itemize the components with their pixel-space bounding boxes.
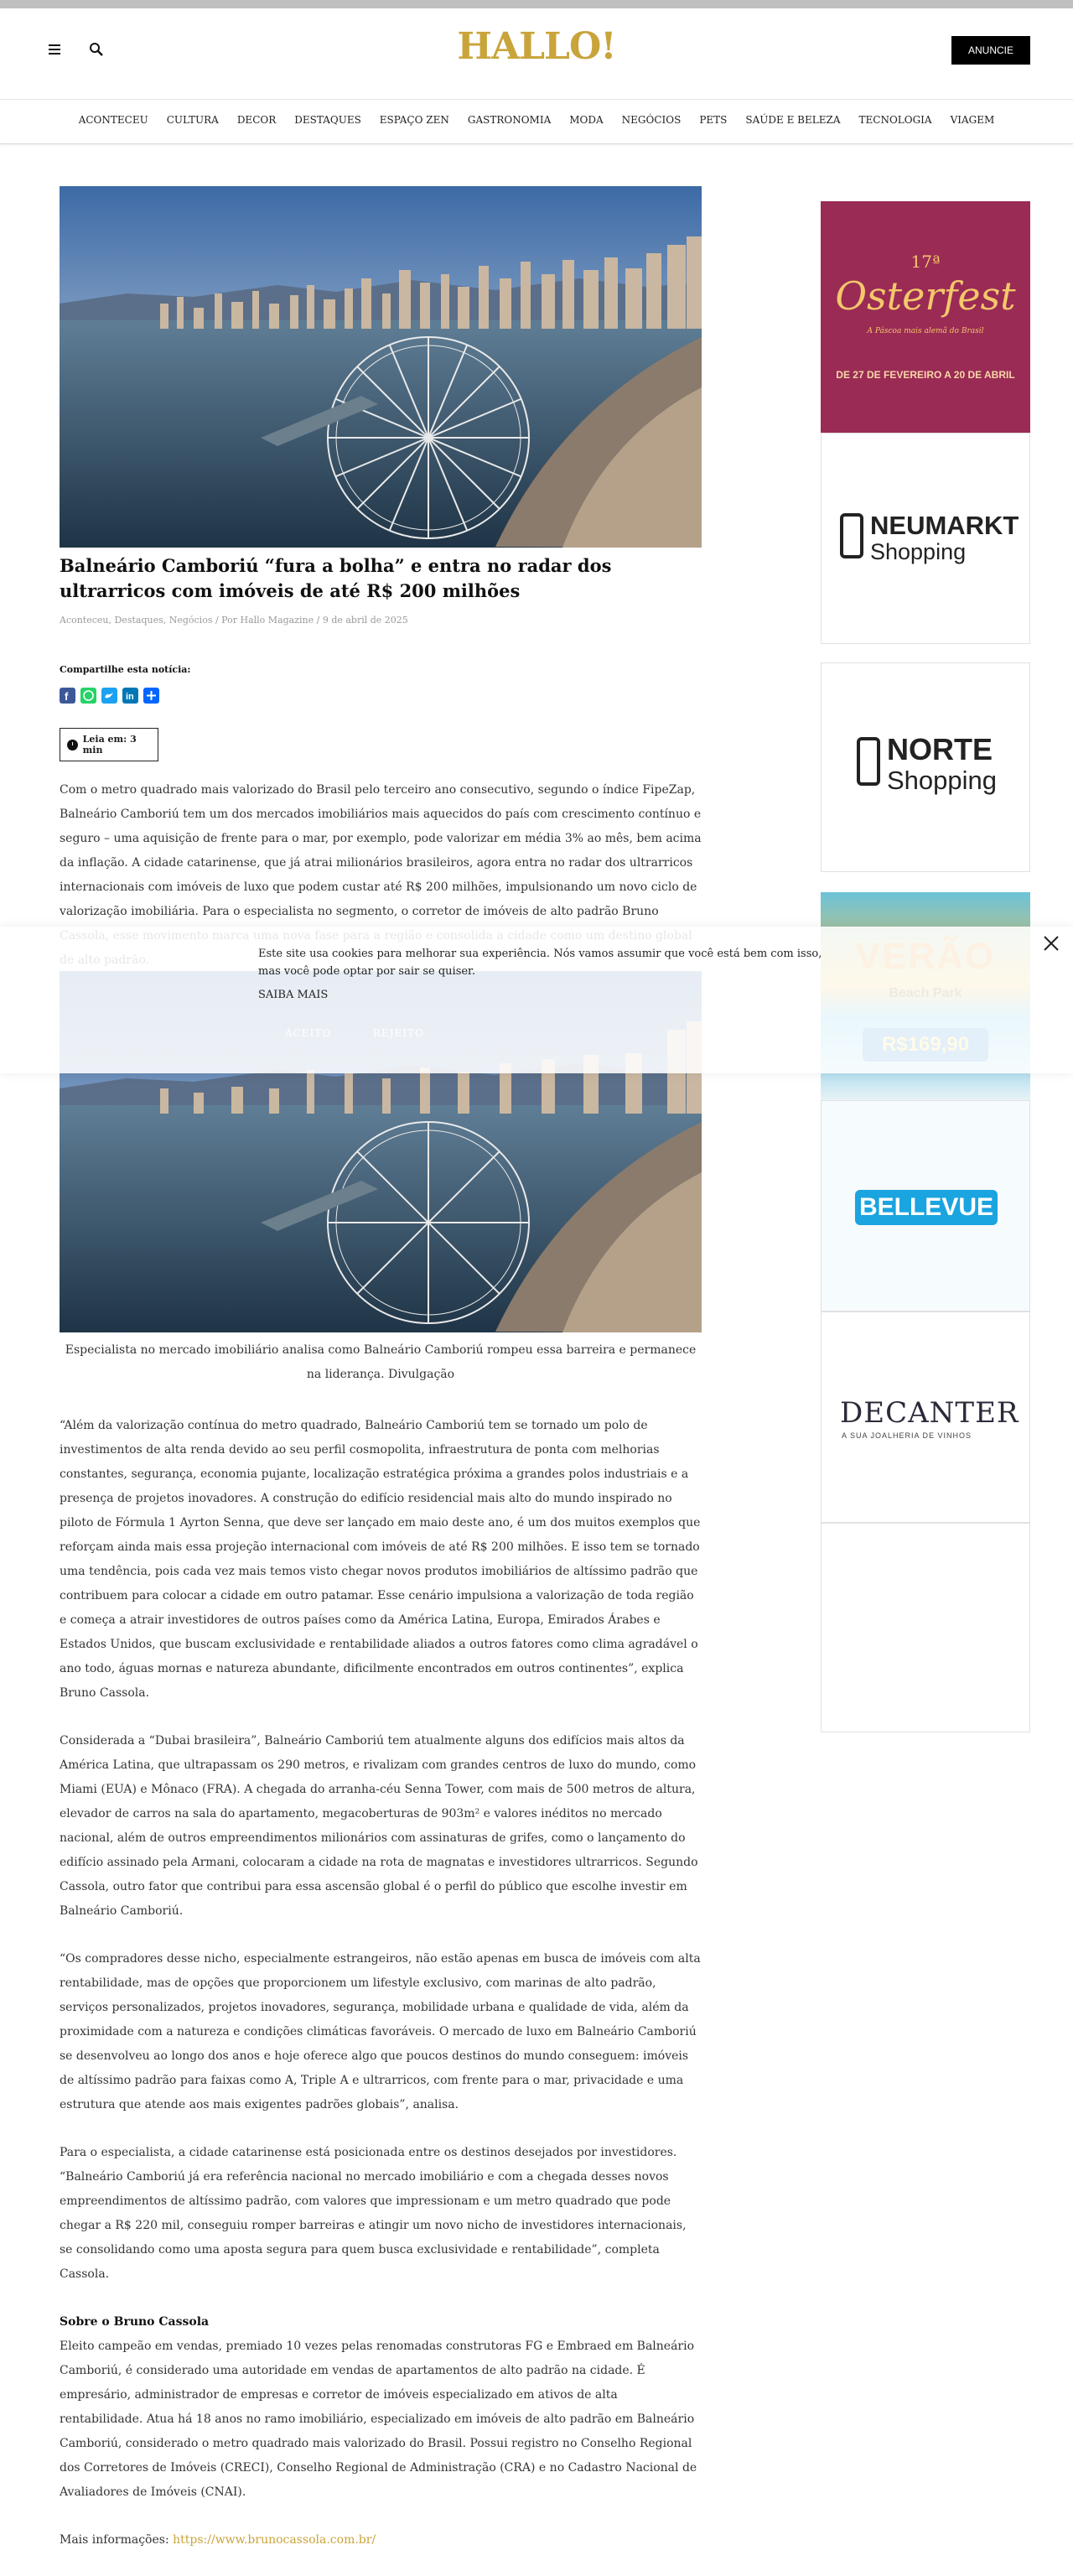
close-icon[interactable] xyxy=(1042,934,1060,953)
cookie-saiba-mais-link[interactable]: SAIBA MAIS xyxy=(258,989,329,1001)
ad-decanter[interactable] xyxy=(821,1311,1030,1523)
hamburger-menu-icon[interactable] xyxy=(49,42,69,62)
nav-item-aconteceu[interactable]: ACONTECEU xyxy=(78,114,148,126)
neumarkt-logo-icon xyxy=(840,513,863,558)
cookie-accept-button[interactable]: ACEITO xyxy=(285,1027,332,1039)
top-strip xyxy=(0,0,1073,8)
norte-logo-icon xyxy=(857,737,880,786)
search-icon[interactable] xyxy=(89,42,109,62)
site-logo[interactable]: HALLO! xyxy=(457,25,616,68)
about-text: Eleito campeão em vendas, premiado 10 vezes pelas renomadas construtoras FG e Embraed em Balneário Camboriú, é considerado uma autoridade em vendas de apartamentos de alto padrão na cidade. É empresário, administrador de empresas e corretor de imóveis especializado em ativos de alta rentabilidade. Atua há 18 anos no ramo imobiliário, especializado em imóveis de alto padrão em Balneário Camboriú, considerado o metro quadrado mais valorizado do Brasil. Possui registro no Conselho Regional dos Corretores de Imóveis (CRECI), Conselho Regional de Administração (CRA) e no Cadastro Nacional de Avaliadores de Imóveis (CNAI). xyxy=(60,2340,697,2499)
clock-icon xyxy=(67,740,78,750)
ad-blank-slot xyxy=(821,1523,1030,1732)
bellevue-name: BELLEVUE xyxy=(855,1190,998,1225)
cookie-reject-button[interactable]: REJEITO xyxy=(373,1027,424,1039)
ad-neumarkt[interactable] xyxy=(821,433,1030,644)
more-info-link[interactable]: https://www.brunocassola.com.br/ xyxy=(173,2533,376,2547)
share-buttons xyxy=(60,688,159,704)
cookie-banner xyxy=(0,927,1073,1073)
nav-item-cultura[interactable]: CULTURA xyxy=(166,114,219,126)
cookie-text: Este site usa cookies para melhorar sua experiência. Nós vamos assumir que você está bem com isso, mas você pode optar por sair se quiser. xyxy=(258,948,822,978)
more-info xyxy=(60,2528,702,2553)
image-caption: Especialista no mercado imobiliário analisa como Balneário Camboriú rompeu essa barreira e permanece na liderança. Divulgação xyxy=(65,1343,697,1381)
ad-norte-shopping[interactable] xyxy=(821,662,1030,872)
more-info-label: Mais informações: xyxy=(60,2533,174,2547)
nav-item-espaco-zen[interactable]: ESPAÇO ZEN xyxy=(379,114,449,126)
article-title: Balneário Camboriú “fura a bolha” e entra no radar dos ultrarricos com imóveis de até R$ 200 milhões xyxy=(60,555,612,601)
article-paragraph: Para o especialista, a cidade catarinense está posicionada entre os destinos desejados por investidores. “Balneário Camboriú já era referência nacional no mercado imobiliário e com a chegada desses novos empreendimentos de altíssimo padrão, com valores que impressionam e um metro quadrado que pode chegar a R$ 220 mil, conseguiu romper barreiras e atingir um novo nicho de investidores internacionais, se consolidando como uma aposta segura para quem busca exclusividade e rentabilidade”, completa Cassola. xyxy=(60,2146,687,2281)
norte-sub: Shopping xyxy=(887,766,998,795)
twitter-icon[interactable] xyxy=(101,688,117,704)
nav-item-destaques[interactable]: DESTAQUES xyxy=(294,114,361,126)
svg-text:f: f xyxy=(65,690,69,703)
facebook-icon[interactable] xyxy=(60,688,75,704)
nav-item-saude-e-beleza[interactable]: SAÚDE E BELEZA xyxy=(745,114,841,126)
read-time-label: Leia em: 3 min xyxy=(82,734,137,756)
nav-item-negocios[interactable]: NEGÓCIOS xyxy=(621,114,682,126)
neumarkt-sub: Shopping xyxy=(870,539,967,564)
share-plus-icon[interactable] xyxy=(143,688,159,704)
category-nav xyxy=(0,99,1073,144)
article-paragraph: “Os compradores desse nicho, especialmente estrangeiros, não estão apenas em busca de imóveis com alta rentabilidade, mas de opções que proporcionem um lifestyle exclusivo, com marinas de alto padrão, serviços personalizados, projetos inovadores, segurança, mobilidade urbana e qualidade de vida, além da proximidade com a natureza e condições climáticas favoráveis. O mercado de luxo em Balneário Camboriú se desenvolveu ao longo dos anos e hoje oferece algo que poucos destinos do mundo conseguem: imóveis de altíssimo padrão para faixas como A, Triple A e ultrarricos, com frente para o mar, privacidade e uma estrutura que atende aos mais exigentes padrões globais”, analisa. xyxy=(60,1952,701,2111)
osterfest-dates: DE 27 DE FEVEREIRO A 20 DE ABRIL xyxy=(836,369,1015,381)
osterfest-number: 17ª xyxy=(910,252,941,272)
decanter-sub: A SUA JOALHERIA DE VINHOS xyxy=(842,1431,972,1440)
nav-item-tecnologia[interactable]: TECNOLOGIA xyxy=(858,114,932,126)
nav-item-viagem[interactable]: VIAGEM xyxy=(950,114,995,126)
read-time-badge xyxy=(60,728,158,761)
article-meta: Aconteceu, Destaques, Negócios / Por Hallo Magazine / 9 de abril de 2025 xyxy=(60,615,408,626)
nav-item-gastronomia[interactable]: GASTRONOMIA xyxy=(467,114,552,126)
svg-text:in: in xyxy=(126,692,134,702)
ad-osterfest[interactable] xyxy=(821,201,1030,433)
neumarkt-name: NEUMARKT xyxy=(870,511,1019,540)
article-paragraph: “Além da valorização contínua do metro quadrado, Balneário Camboriú tem se tornado um polo de investimentos de alta renda devido ao seu perfil cosmopolita, infraestrutura de ponta com melhorias constantes, segurança, economia pujante, localização estratégica próxima a grandes polos industriais e a presença de projetos inovadores. A construção do edifício residencial mais alto do mundo inspirado no piloto de Fórmula 1 Ayrton Senna, que deve ser lançado em maio deste ano, é um dos muitos exemplos que reforçam ainda mais essa projeção internacional com imóveis de até R$ 200 milhões. E isso tem se tornado uma tendência, pois cada vez mais temos visto chegar novos produtos imobiliários de altíssimo padrão que contribuem para colocar a cidade em outro patamar. Esse cenário impulsiona a valorização de toda região e começa a atrair investidores de outros países como da América Latina, Europa, Emirados Árabes e Estados Unidos, que buscam exclusividade e rentabilidade aliados a outros fatores como clima agradável o ano todo, águas mornas e natureza abundante, dificilmente encontrados em outros continentes”, explica Bruno Cassola. xyxy=(60,1419,701,1700)
article-body xyxy=(60,1414,702,2576)
site-header xyxy=(0,8,1073,99)
article-intro: Com o metro quadrado mais valorizado do Brasil pelo terceiro ano consecutivo, segundo o índice FipeZap, Balneário Camboriú tem um dos mercados imobiliários mais aquecidos do país com crescimento contínuo e seguro – uma aquisição de frente para o mar, por exemplo, pode valorizar em média 3% ao mês, bem acima da inflação. A cidade catarinense, que já atrai milionários brasileiros, agora entra no radar dos ultrarricos internacionais com imóveis de luxo que podem custar até R$ 200 milhões, impulsionando um novo ciclo de valorização imobiliária. Para o especialista no segmento, o corretor de imóveis de alto padrão Bruno xyxy=(60,783,702,918)
hero-image xyxy=(60,186,702,548)
decanter-name: DECANTER xyxy=(840,1396,1019,1430)
osterfest-name: Osterfest xyxy=(835,273,1016,319)
nav-item-moda[interactable]: MODA xyxy=(569,114,604,126)
nav-item-decor[interactable]: DECOR xyxy=(236,114,277,126)
whatsapp-icon[interactable] xyxy=(80,688,96,704)
ad-bellevue[interactable] xyxy=(821,1100,1030,1311)
linkedin-icon[interactable] xyxy=(122,688,138,704)
article-paragraph: Considerada a “Dubai brasileira”, Balneário Camboriú tem atualmente alguns dos edifícios mais altos da América Latina, que ultrapassam os 290 metros, e rivalizam com grandes centros de luxo do mundo, como Miami (EUA) e Mônaco (FRA). A chegada do arranha-céu Senna Tower, com mais de 500 metros de altura, elevador de carros na sala do apartamento, megacoberturas de 903m² e valores inéditos no mercado nacional, além de outros empreendimentos milionários com assinaturas de grifes, como o lançamento do edifício assinado pela Armani, colocaram a cidade na rota de magnatas e investidores ultrarricos. Segundo Cassola, outro fator que contribui para essa ascensão global é o perfil do público que escolhe investir em Balneário Camboriú. xyxy=(60,1734,698,1918)
norte-name: NORTE xyxy=(887,732,993,766)
about-heading: Sobre o Bruno Cassola xyxy=(60,2315,210,2329)
nav-item-pets[interactable]: PETS xyxy=(699,114,728,126)
osterfest-tagline: A Páscoa mais alemã do Brasil xyxy=(867,327,984,335)
share-label: Compartilhe esta notícia: xyxy=(60,664,191,675)
anuncie-button[interactable]: ANUNCIE xyxy=(951,36,1030,65)
